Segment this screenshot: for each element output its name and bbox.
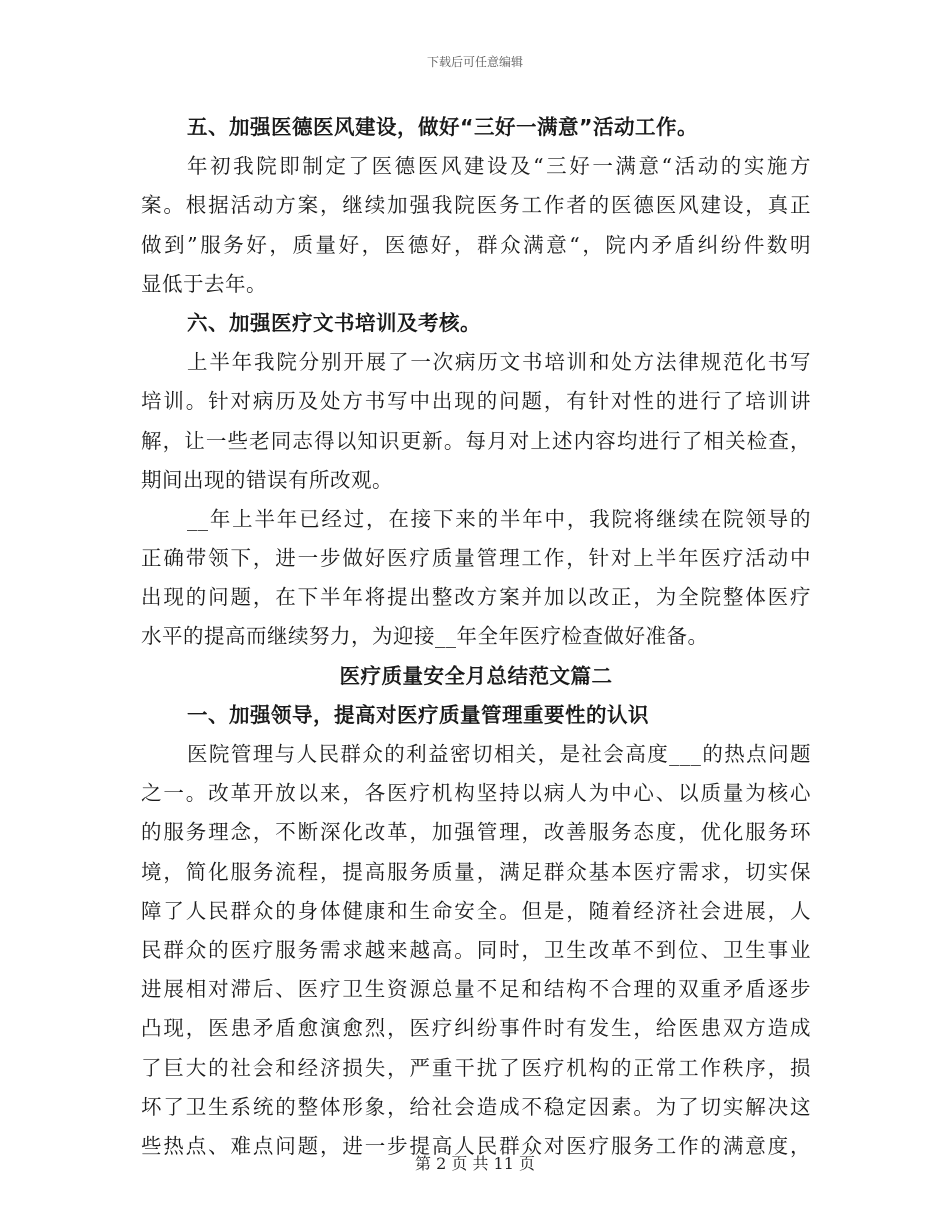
page-number: 第 2 页 共 11 页 [415, 1154, 535, 1173]
section-heading-1: 一、加强领导，提高对医疗质量管理重要性的认识 [187, 702, 649, 727]
paragraph-line: 障了人民群众的身体健康和生命安全。但是，随着经济社会进展，人 [141, 898, 811, 923]
paragraph-line: 进展相对滞后、医疗卫生资源总量不足和结构不合理的双重矛盾逐步 [141, 977, 811, 1002]
paragraph-line: 民群众的医疗服务需求越来越高。同时，卫生改革不到位、卫生事业 [141, 937, 811, 962]
paragraph-line: 之一。改革开放以来，各医疗机构坚持以病人为中心、以质量为核心 [141, 781, 811, 806]
paragraph-line: 年初我院即制定了医德医风建设及“三好一满意“活动的实施方 [187, 154, 811, 179]
paragraph-line: 坏了卫生系统的整体形象，给社会造成不稳定因素。为了切实解决这 [141, 1094, 811, 1119]
paragraph-line: 凸现，医患矛盾愈演愈烈，医疗纠纷事件时有发生，给医患双方造成 [141, 1016, 811, 1041]
paragraph-line: 医院管理与人民群众的利益密切相关，是社会高度___的热点问题 [187, 742, 811, 766]
paragraph-line: 的服务理念，不断深化改革，加强管理，改善服务态度，优化服务环 [141, 820, 811, 845]
paragraph-line: 显低于去年。 [141, 271, 267, 296]
paragraph-line: 了巨大的社会和经济损失，严重干扰了医疗机构的正常工作秩序，损 [141, 1055, 811, 1080]
paragraph-line: 水平的提高而继续努力，为迎接__年全年医疗检查做好准备。 [141, 624, 709, 649]
paragraph-line: 解，让一些老同志得以知识更新。每月对上述内容均进行了相关检查， [141, 428, 811, 453]
article-title: 医疗质量安全月总结范文篇二 [339, 663, 613, 688]
paragraph-line: 些热点、难点问题，进一步提高人民群众对医疗服务工作的满意度， [141, 1133, 811, 1158]
paragraph-line: 正确带领下，进一步做好医疗质量管理工作，针对上半年医疗活动中 [141, 546, 811, 571]
paragraph-line: __年上半年已经过，在接下来的半年中，我院将继续在院领导的 [187, 506, 811, 531]
document-body [141, 108, 811, 1166]
paragraph-line: 境，简化服务流程，提高服务质量，满足群众基本医疗需求，切实保 [141, 859, 811, 884]
page-header: 下载后可任意编辑 [426, 55, 523, 69]
paragraph-line: 期间出现的错误有所改观。 [141, 467, 393, 492]
section-heading-6: 六、加强医疗文书培训及考核。 [187, 310, 481, 335]
paragraph-line: 上半年我院分别开展了一次病历文书培训和处方法律规范化书写 [187, 350, 811, 375]
paragraph-line: 做到”服务好，质量好，医德好，群众满意“，院内矛盾纠纷件数明 [141, 232, 811, 257]
paragraph-line: 出现的问题，在下半年将提出整改方案并加以改正，为全院整体医疗 [141, 585, 811, 610]
paragraph-line: 培训。针对病历及处方书写中出现的问题，有针对性的进行了培训讲 [141, 389, 811, 414]
section-heading-5: 五、加强医德医风建设，做好“三好一满意”活动工作。 [187, 115, 698, 139]
paragraph-line: 案。根据活动方案，继续加强我院医务工作者的医德医风建设，真正 [141, 193, 811, 218]
